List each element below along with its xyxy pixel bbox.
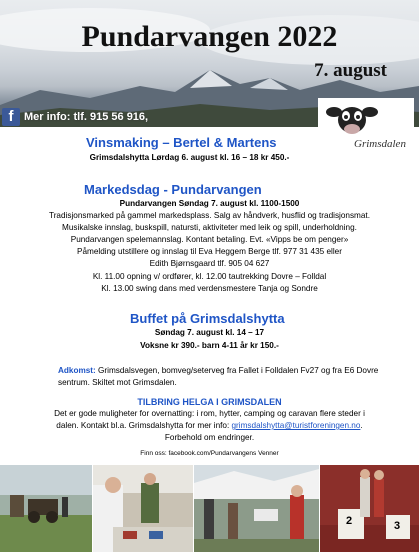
markedsdag-line: Kl. 13.00 swing dans med verdensmestere Tanja og Sondre [101,284,318,293]
tilbring-contact-line [0,421,419,432]
grimsdalen-logo [318,98,414,160]
markedsdag-line: Edith Bjørnsgaard tlf. 905 04 627 [149,259,270,268]
photo-food-stand [93,465,193,552]
tilbring-period: . [360,421,363,430]
markedsdag-line: Pundarvangen spelemannslag. Kontant betaling. Evt. «Vipps be om penger» [70,235,349,244]
facebook-link[interactable]: Finn oss: facebook.com/Pundarvangens Venner [140,450,279,457]
podium-2-label: 2 [346,515,353,527]
adkomst-line-2: sentrum. Skiltet mot Grimsdalen. [58,378,177,387]
tilbring-disclaimer: Forbehold om endringer. [164,433,255,442]
adkomst-text: Grimsdalsvegen, bomveg/seterveg fra Fallet i Folldalen Fv27 og fra E6 Dovre [95,366,379,375]
vinsmaking-line: Grimsdalshytta Lørdag 6. august kl. 16 – 18 kr 450.- [89,153,290,162]
email-link[interactable]: grimsdalshytta@turistforeningen.no [231,421,361,430]
contact-row [2,107,148,127]
buffet-price: Voksne kr 390.- barn 4-11 år kr 150.- [140,341,279,350]
tilbring-heading: TILBRING HELGA I GRIMSDALEN [137,397,282,407]
contact-info: Mer info: tlf. 915 56 916, [24,111,149,123]
markedsdag-subheading: Pundarvangen Søndag 7. august kl. 1100-1500 [119,199,300,208]
photo-dance-podium [320,465,419,552]
buffet-line: Søndag 7. august kl. 14 – 17 [154,328,265,337]
buffet-heading: Buffet på Grimsdalshytta [130,311,285,326]
markedsdag-line: Kl. 11.00 opning v/ ordfører, kl. 12.00 tautrekking Dovre – Folldal [92,272,327,281]
markedsdag-line: Musikalske innslag, buskspill, natursti, aktiviteter med leik og spill, underholdning. [62,223,357,232]
adkomst-line-1 [58,366,378,377]
podium-3-label: 3 [394,520,401,532]
photo-horse-carriage [0,465,92,552]
tilbring-line: Det er gode muligheter for overnatting: i rom, hytter, camping og caravan flere steder i [54,409,365,418]
vinsmaking-heading: Vinsmaking – Bertel & Martens [86,135,277,150]
markedsdag-line: Tradisjonsmarked på gammel markedsplass. Salg av håndverk, husflid og tradisjonsmat. [49,211,370,220]
tilbring-text: dalen. Kontakt bl.a. Grimsdalshytta for mer info: [56,421,232,430]
facebook-icon[interactable]: f [2,108,20,126]
event-date: 7. august [314,60,387,81]
photo-market-crowd [194,465,319,552]
adkomst-label: Adkomst: [58,366,96,375]
page-title: Pundarvangen 2022 [81,20,338,53]
markedsdag-heading: Markedsdag - Pundarvangen [84,182,262,197]
cow-head-icon [322,100,382,142]
logo-text: Grimsdalen [354,138,406,150]
markedsdag-line: Påmelding utstillere og innslag til Eva Heggem Berge tlf. 977 31 435 eller [77,247,342,256]
